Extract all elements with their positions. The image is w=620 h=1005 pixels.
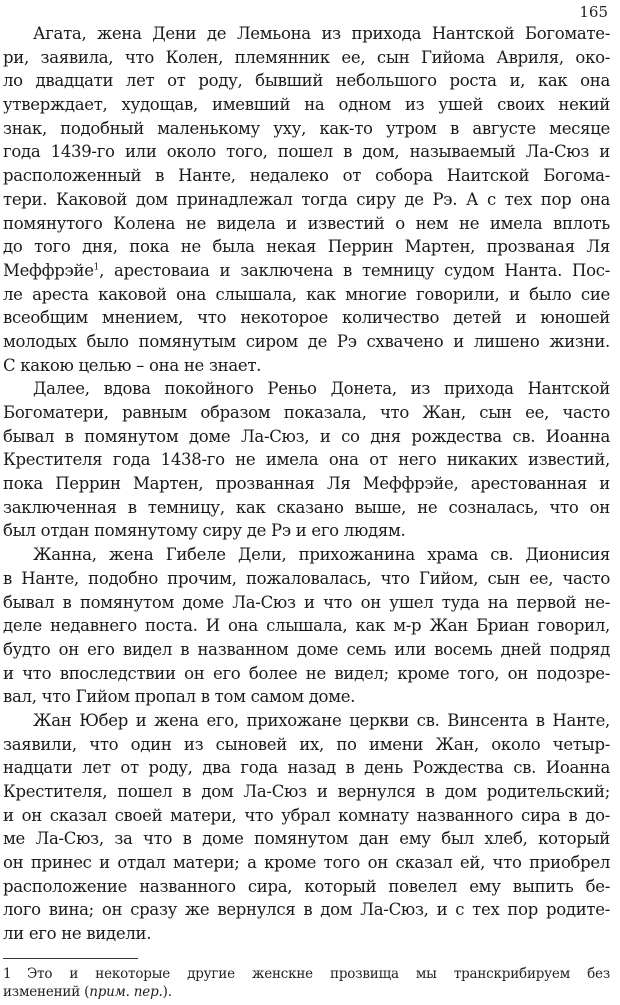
text-line: Крестителя, пошел в дом Ла-Сюз и вернулся в дом родительский; [3, 782, 610, 801]
text-line: года 1439-го или около того, пошел в дом, называемый Ла-Сюз и [3, 142, 610, 162]
text-line: молодых было помянутым сиром де Рэ схвачено и лишено жизни. [3, 331, 610, 351]
footnote-line [3, 965, 610, 983]
footnote-divider [3, 958, 138, 959]
text-line: в Нанте, подобно прочим, пожаловалась, что Гийом, сын ее, часто [3, 568, 610, 588]
text-line: ме Ла-Сюз, за что в доме помянутом дан ему был хлеб, который [3, 829, 610, 849]
text-line: С какою целью – она не знает. [3, 355, 262, 375]
text-line: знак, подобный маленькому уху, как-то утром в августе месяце [3, 118, 610, 138]
text-line: ри, заявила, что Колен, племянник ее, сын Гийома Авриля, око- [3, 47, 610, 67]
text-line: ло двадцати лет от роду, бывший небольшого роста и, как она [3, 71, 610, 91]
text-line: заключенная в темницу, как сказано выше, не созналась, что он [3, 497, 610, 517]
text-line: Богоматери, равным образом показала, что Жан, сын ее, часто [3, 403, 610, 422]
text-line: Меффрэйе$^1$, арестоваиа и заключена в темницу судом Нанта. Пос- [3, 260, 610, 280]
text-line: расположенный в Нанте, недалеко от собора Наитской Богома- [3, 166, 610, 186]
text-line: утверждает, худощав, имевший на одном из ушей своих некий [3, 95, 610, 115]
text-line: бывал в помянутом доме Ла-Сюз и что он ушел туда на первой не- [3, 592, 610, 612]
body-text [3, 22, 610, 946]
text-line: и что впоследствии он его более не видел; кроме того, он подозре- [3, 663, 610, 683]
text-line: лого вина; он сразу же вернулся в дом Ла-Сюз, и с тех пор родите- [3, 900, 610, 920]
text-line: будто он его видел в названном доме семь или восемь дней подряд [3, 639, 610, 659]
text-line: Крестителя года 1438-го не имела она от него никаких известий, [3, 450, 610, 470]
footnote-text: ). [162, 984, 172, 1000]
text-line: вал, что Гийом пропал в том самом доме. [3, 687, 356, 707]
text-line: ли его не видели. [3, 924, 152, 944]
text-line: всеобщим мнением, что некоторое количество детей и юношей [3, 308, 610, 328]
text-line: надцати лет от роду, два года назад в день Рождества св. Иоанна [3, 758, 610, 778]
footnote-number: 1 [3, 966, 12, 982]
footnote [3, 965, 610, 1001]
footnote-text: Это и некоторые другие женскне прозвища мы транскрибируем без [27, 966, 610, 982]
footnote-line [3, 983, 610, 1001]
text-line: и он сказал своей матери, что убрал комнату названного сира в до- [3, 805, 610, 825]
text-line: он принес и отдал матери; а кроме того он сказал ей, что приобрел [3, 853, 610, 873]
footnote-marker[interactable]: 1 [93, 262, 100, 273]
text-line: ле ареста каковой она слышала, как многие говорили, и было сие [3, 284, 610, 304]
text-line: Жанна, жена Гибеле Дели, прихожанина храма св. Дионисия [33, 545, 610, 565]
paragraph [3, 22, 610, 377]
paragraph [3, 709, 610, 946]
text-line: бывал в помянутом доме Ла-Сюз, и со дня рождества св. Иоанна [3, 426, 610, 446]
text-line: Далее, вдова покойного Реньо Донета, из прихода Нантской [33, 379, 610, 399]
text-line: пока Перрин Мартен, прозванная Ля Меффрэйе, арестованная и [3, 474, 610, 494]
text-line: расположение названного сира, который повелел ему выпить бе- [3, 876, 610, 896]
text-line: Жан Юбер и жена его, прихожане церкви св. Винсента в Нанте, [33, 710, 610, 730]
footnote-italic-text: прим. пер. [89, 984, 163, 1000]
footnote-text: изменений ( [3, 984, 90, 1000]
text-line: деле недавнего поста. И она слышала, как м-р Жан Бриан говорил, [3, 616, 610, 636]
text-line: Агата, жена Дени де Лемьона из прихода Нантской Богомате- [33, 24, 610, 43]
paragraph [3, 543, 610, 709]
text-line: тери. Каковой дом принадлежал тогда сиру де Рэ. А с тех пор она [3, 189, 610, 209]
paragraph [3, 377, 610, 543]
text-line: заявили, что один из сыновей их, по имени Жан, около четыр- [3, 734, 610, 754]
page-number: 165 [579, 3, 608, 21]
text-line: до того дня, пока не была некая Перрин Мартен, прозваная Ля [3, 237, 610, 257]
text-line: помянутого Колена не видела и известий о нем не имела вплоть [3, 213, 610, 233]
text-line: был отдан помянутому сиру де Рэ и его людям. [3, 521, 406, 541]
